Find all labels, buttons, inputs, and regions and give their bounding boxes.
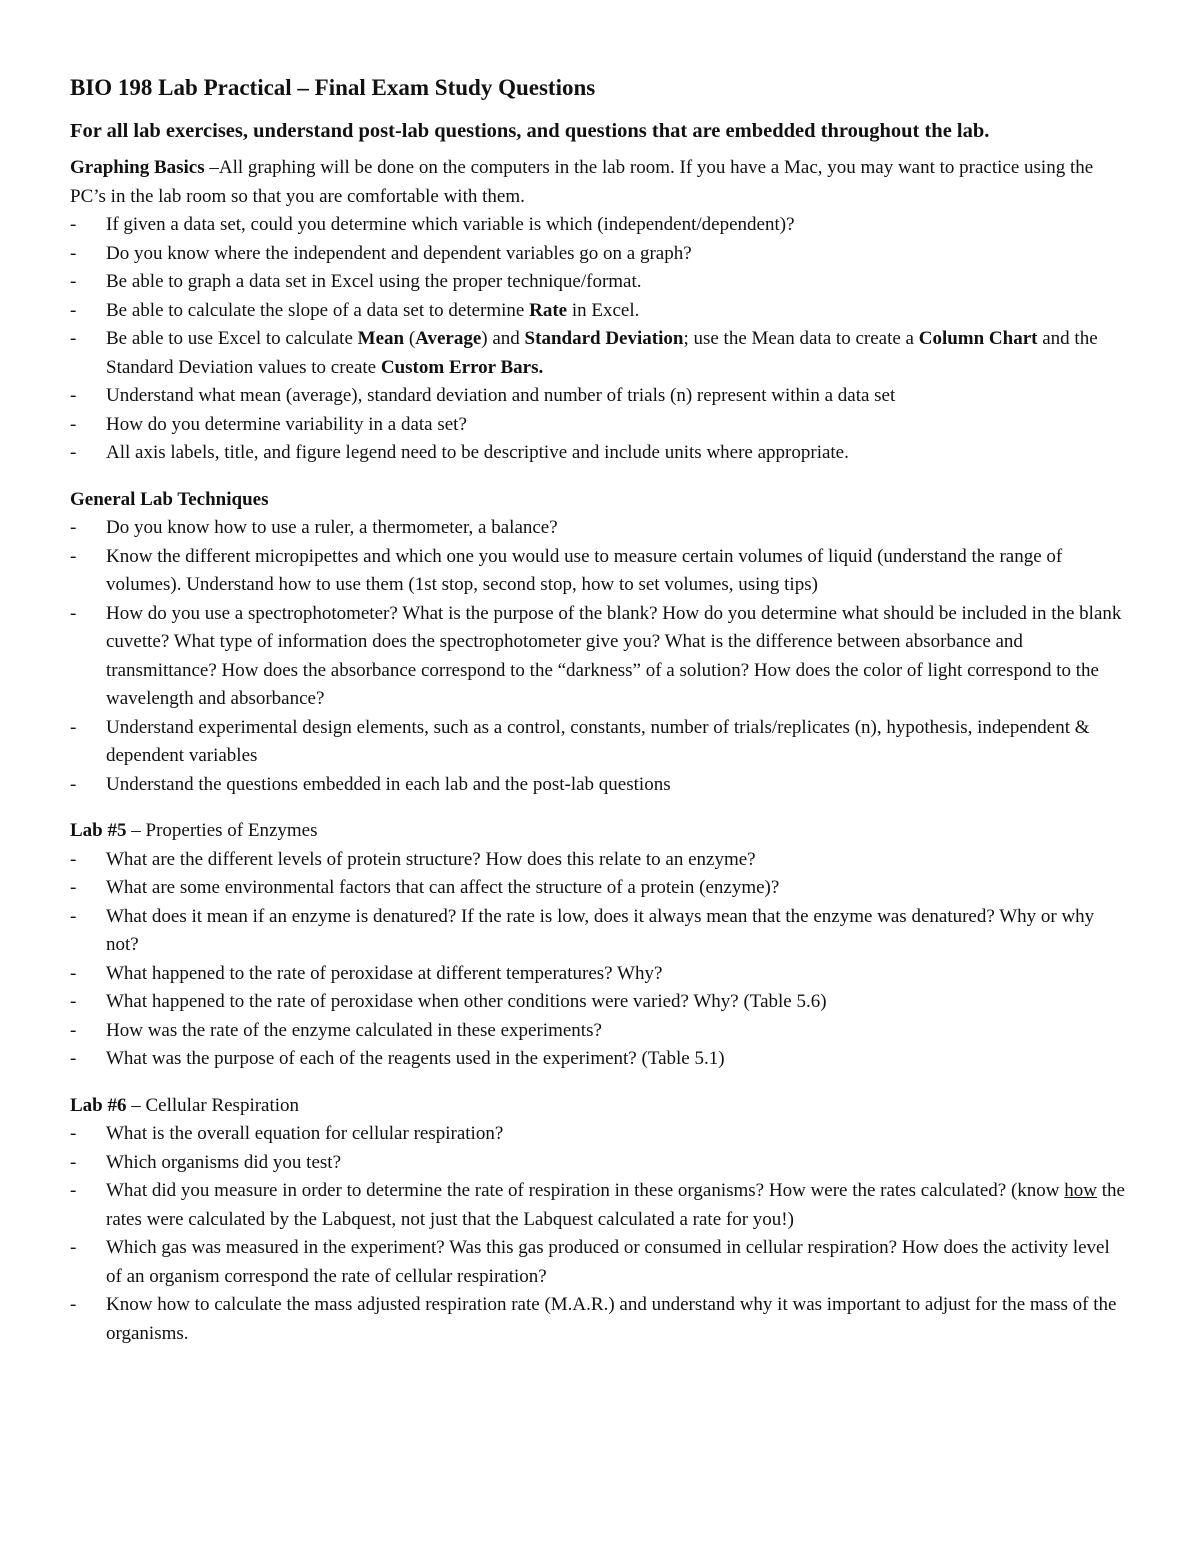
section-graphing-basics bbox=[70, 154, 1130, 468]
list-dash: - bbox=[70, 991, 77, 1012]
document-subtitle: For all lab exercises, understand post-lab questions, and questions that are embedded throughout the lab. bbox=[70, 120, 990, 142]
section-heading: Lab #5 – Properties of Enzymes bbox=[70, 820, 318, 841]
list-item: - Do you know how to use a ruler, a thermometer, a balance? bbox=[70, 514, 1130, 543]
list-dash: - bbox=[70, 848, 77, 870]
list-dash: - bbox=[70, 1019, 77, 1041]
list-dash: - bbox=[70, 328, 77, 349]
list-dash: - bbox=[70, 905, 77, 927]
list-item: - If given a data set, could you determine which variable is which (independent/dependent)? bbox=[70, 211, 1130, 240]
list-item: - What did you measure in order to determine the rate of respiration in these organisms? How were the rates calculated? (know how the rates were calculated by the Labquest, not just that the Labquest calculated a rate for you!) bbox=[70, 1177, 1130, 1234]
list-dash: - bbox=[70, 385, 77, 406]
list-item: - Be able to calculate the slope of a data set to determine Rate in Excel. bbox=[70, 297, 1130, 326]
list-item: - Understand experimental design elements, such as a control, constants, number of trials/replicates (n), hypothesis, independent & dependent variables bbox=[70, 714, 1130, 771]
list-item: - How was the rate of the enzyme calculated in these experiments? bbox=[70, 1017, 1130, 1046]
list-item: - What was the purpose of each of the reagents used in the experiment? (Table 5.1) bbox=[70, 1045, 1130, 1074]
graphing-intro-text: –All graphing will be done on the computers in the lab room. If you have a Mac, you may want to practice using the PC’s in the lab room so that you are comfortable with them. bbox=[70, 157, 1094, 207]
section-lab-5 bbox=[70, 817, 1130, 1074]
list-item: - Be able to graph a data set in Excel using the proper technique/format. bbox=[70, 268, 1130, 297]
list-dash: - bbox=[70, 773, 77, 795]
list-item: - How do you use a spectrophotometer? What is the purpose of the blank? How do you determine what should be included in the blank cuvette? What type of information does the spectrophotometer give you? What is the difference between absorbance and transmittance? How does the absorbance correspond to the “darkness” of a solution? How does the color of light correspond to the wavelength and absorbance? bbox=[70, 600, 1130, 714]
list-item: - Know the different micropipettes and which one you would use to measure certain volumes of liquid (understand the range of volumes). Understand how to use them (1st stop, second stop, how to set volumes, using tips) bbox=[70, 543, 1130, 600]
list-item: - How do you determine variability in a data set? bbox=[70, 411, 1130, 440]
list-dash: - bbox=[70, 1180, 77, 1201]
list-item: - What happened to the rate of peroxidase at different temperatures? Why? bbox=[70, 960, 1130, 989]
section-heading: Lab #6 – Cellular Respiration bbox=[70, 1094, 300, 1116]
list-dash: - bbox=[70, 716, 77, 738]
section-heading: General Lab Techniques bbox=[70, 488, 269, 510]
list-dash: - bbox=[70, 214, 77, 235]
document-title: BIO 198 Lab Practical – Final Exam Study Questions bbox=[70, 75, 596, 100]
list-item: - Which gas was measured in the experiment? Was this gas produced or consumed in cellular respiration? How does the activity level of an organism correspond the rate of cellular respiration? bbox=[70, 1234, 1130, 1291]
list-item: - All axis labels, title, and figure legend need to be descriptive and include units where appropriate. bbox=[70, 439, 1130, 468]
list-item: - Do you know where the independent and dependent variables go on a graph? bbox=[70, 240, 1130, 269]
section-heading: Graphing Basics bbox=[70, 157, 205, 178]
list-item: - Understand what mean (average), standard deviation and number of trials (n) represent within a data set bbox=[70, 382, 1130, 411]
graphing-intro bbox=[70, 154, 1130, 211]
lab5-list bbox=[70, 846, 1130, 1074]
list-dash: - bbox=[70, 1123, 77, 1144]
list-item: - Understand the questions embedded in each lab and the post-lab questions bbox=[70, 771, 1130, 800]
list-dash: - bbox=[70, 271, 77, 292]
list-dash: - bbox=[70, 602, 77, 624]
list-dash: - bbox=[70, 299, 77, 321]
list-dash: - bbox=[70, 413, 77, 435]
list-dash: - bbox=[70, 962, 77, 984]
list-item: - What are the different levels of protein structure? How does this relate to an enzyme? bbox=[70, 846, 1130, 875]
list-item: - Be able to use Excel to calculate Mean (Average) and Standard Deviation; use the Mean data to create a Column Chart and the Standard Deviation values to create Custom Error Bars. bbox=[70, 325, 1130, 382]
list-dash: - bbox=[70, 1048, 77, 1069]
list-item: - Which organisms did you test? bbox=[70, 1149, 1130, 1178]
list-dash: - bbox=[70, 545, 77, 567]
section-general-lab-techniques bbox=[70, 486, 1130, 800]
list-dash: - bbox=[70, 242, 77, 264]
list-item: - What are some environmental factors that can affect the structure of a protein (enzyme)? bbox=[70, 874, 1130, 903]
lab6-list bbox=[70, 1120, 1130, 1348]
list-dash: - bbox=[70, 442, 77, 463]
list-item: - Know how to calculate the mass adjusted respiration rate (M.A.R.) and understand why it was important to adjust for the mass of the organisms. bbox=[70, 1291, 1130, 1348]
list-dash: - bbox=[70, 1237, 77, 1258]
section-lab-6 bbox=[70, 1092, 1130, 1349]
graphing-list bbox=[70, 211, 1130, 468]
list-item: - What does it mean if an enzyme is denatured? If the rate is low, does it always mean that the enzyme was denatured? Why or why not? bbox=[70, 903, 1130, 960]
general-list bbox=[70, 514, 1130, 799]
list-item: - What is the overall equation for cellular respiration? bbox=[70, 1120, 1130, 1149]
list-dash: - bbox=[70, 517, 77, 538]
list-item: - What happened to the rate of peroxidase when other conditions were varied? Why? (Table 5.6) bbox=[70, 988, 1130, 1017]
list-dash: - bbox=[70, 1151, 77, 1173]
list-dash: - bbox=[70, 877, 77, 898]
list-dash: - bbox=[70, 1294, 77, 1315]
